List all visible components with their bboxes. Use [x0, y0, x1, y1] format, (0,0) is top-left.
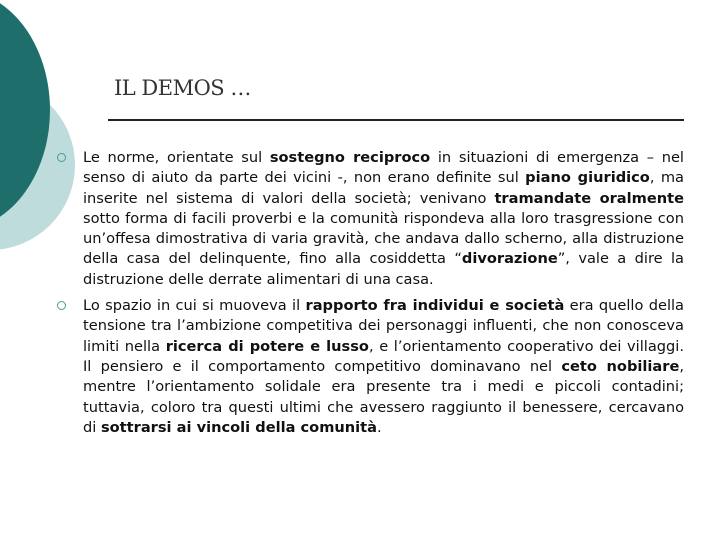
slide-body — [57, 148, 684, 444]
hollow-circle-bullet-icon — [57, 301, 66, 310]
bullet-2-seg-6: , mentre l’orientamento solidale era presente tra i medi e piccoli contadini; tuttavia, coloro tra questi ultimi che avessero raggiunto il benessere, cercavano di — [83, 357, 684, 436]
bullet-1-seg-5: tramandate oralmente — [494, 189, 685, 207]
bullet-2-seg-4: , e l’orientamento cooperativo dei villaggi. Il pensiero e il comportamento competitivo dominavano nel — [83, 337, 684, 375]
bullet-1-seg-6: sotto forma di facili proverbi e la comunità rispondeva alla loro trasgressione con un’offesa dimostrativa di varia gravità, che andava dallo scherno, alla distruzione della casa del delinquente, fino alla cosiddetta “ — [83, 209, 684, 268]
bullet-2-seg-8: . — [377, 418, 382, 436]
bullet-1-seg-3: piano giuridico — [525, 169, 650, 187]
bullet-1-seg-7: divorazione — [461, 250, 558, 268]
bullet-1-seg-4: , ma inserite nel sistema di valori della società; venivano — [83, 169, 685, 207]
bullet-2-seg-5: ceto nobiliare — [561, 357, 680, 375]
bullet-paragraph-1 — [57, 148, 684, 290]
bullet-2-seg-3: ricerca di potere e lusso — [165, 337, 369, 355]
bullet-2-seg-1: rapporto fra individui e società — [305, 297, 565, 315]
bullet-2-seg-7: sottrarsi ai vincoli della comunità — [100, 418, 378, 436]
slide-title: IL DEMOS … — [114, 76, 251, 100]
bullet-1-seg-2: in situazioni di emergenza – nel senso di aiuto da parte dei vicini -, non erano definite sul — [83, 149, 684, 187]
bullet-1-seg-1: sostegno reciproco — [269, 149, 431, 166]
bullet-2-seg-2: era quello della tensione tra l’ambizione competitiva dei personaggi influenti, che non conosceva limiti nella — [83, 297, 685, 355]
bullet-paragraph-2 — [57, 296, 684, 438]
hollow-circle-bullet-icon — [57, 153, 66, 162]
bullet-1-seg-0: Le norme, orientate sul — [83, 149, 270, 166]
bullet-2-seg-0: Lo spazio in cui si muoveva il — [83, 297, 306, 315]
bullet-1-seg-8: ”, vale a dire la distruzione delle derrate alimentari di una casa. — [83, 250, 684, 288]
title-divider — [108, 119, 684, 121]
